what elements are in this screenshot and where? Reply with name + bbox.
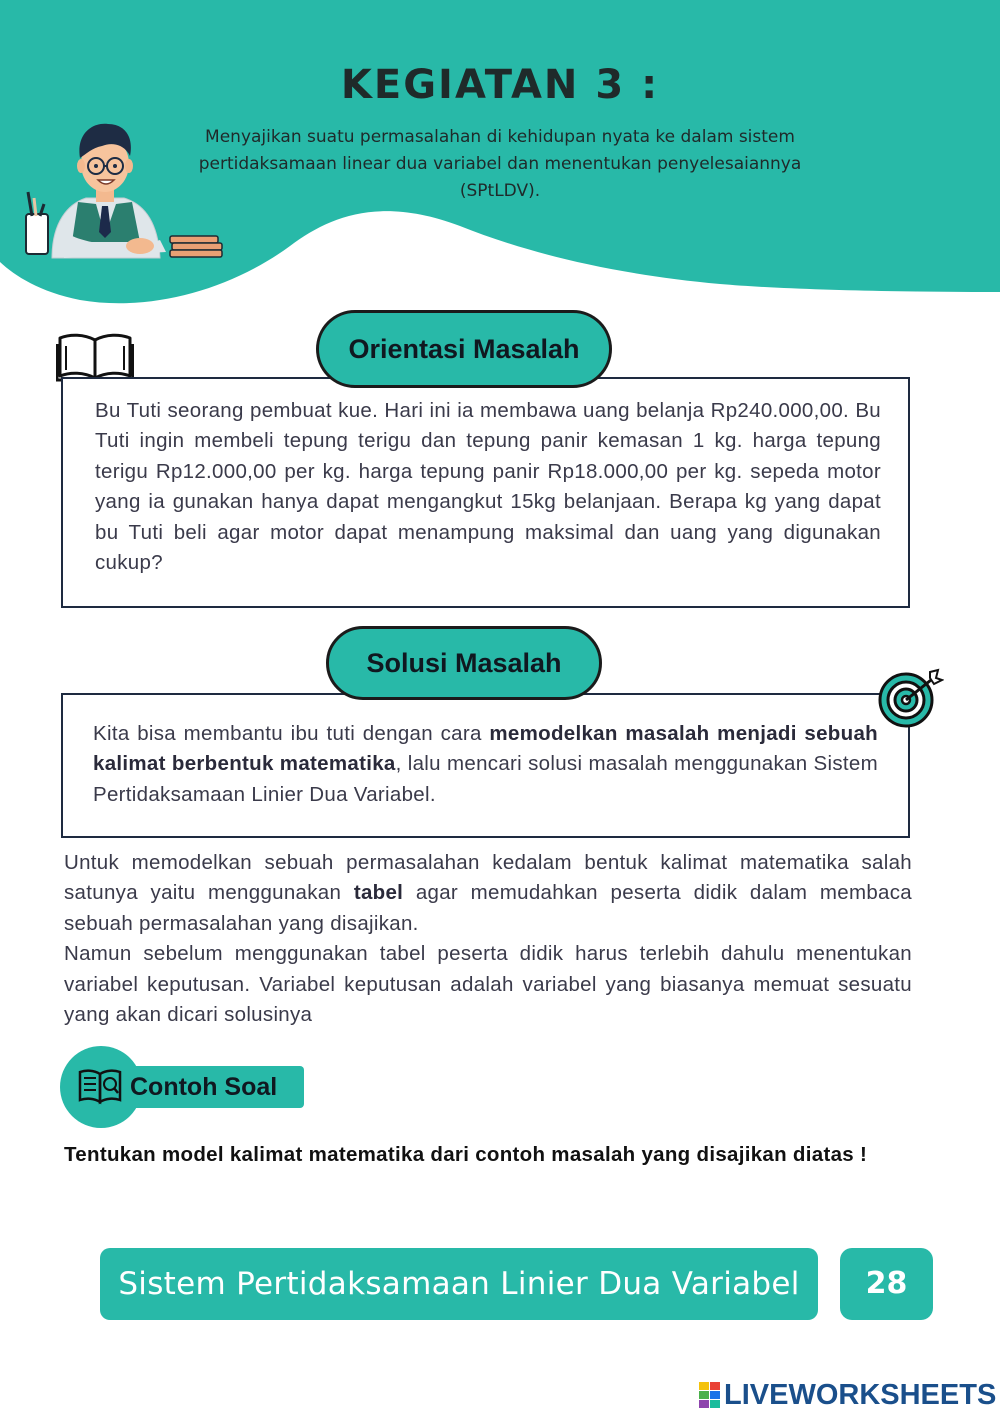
liveworksheets-emblem-icon: [698, 1380, 722, 1410]
orientasi-masalah-box: [61, 377, 910, 608]
paragraph-1-after: agar memudahkan peserta didik dalam membaca sebuah permasalahan yang disajikan.: [64, 881, 912, 935]
solusi-text-before: Kita bisa membantu ibu tuti dengan cara: [93, 722, 490, 745]
solusi-masalah-text: [93, 719, 878, 810]
reading-book-icon: [76, 1066, 124, 1106]
page-number: 28: [840, 1248, 933, 1320]
solusi-masalah-heading: Solusi Masalah: [326, 626, 602, 700]
page-title: KEGIATAN 3 :: [340, 62, 660, 108]
solusi-text-bold: memodelkan masalah menjadi sebuah kalimat berbentuk matematika: [93, 722, 878, 776]
explanation-paragraph-2: Namun sebelum menggunakan tabel peserta didik harus terlebih dahulu menentukan variabel keputusan. Variabel keputusan adalah variabel yang biasanya memuat sesuatu yang akan dicari solusinya: [64, 942, 912, 1027]
page-subtitle: Menyajikan suatu permasalahan di kehidupan nyata ke dalam sistem pertidaksamaan linear dua variabel dan menentukan penyelesaiannya (SPtLDV).: [198, 127, 802, 201]
orientasi-masalah-text: Bu Tuti seorang pembuat kue. Hari ini ia membawa uang belanja Rp240.000,00. Bu Tuti ingin membeli tepung terigu dan tepung panir kemasan 1 kg. harga tepung terigu Rp12.000,00 per kg. harga tepung panir Rp18.000,00 per kg. sepeda motor yang ia gunakan hanya dapat mengangkut 15kg belanjaan. Berapa kg yang dapat bu Tuti beli agar motor dapat menampung maksimal dan uang yang digunakan cukup?: [95, 399, 881, 575]
footer-topic-banner: Sistem Pertidaksamaan Linier Dua Variabel: [100, 1248, 818, 1320]
orientasi-masalah-heading: Orientasi Masalah: [316, 310, 612, 388]
target-icon: [876, 668, 944, 730]
liveworksheets-logo: [698, 1378, 996, 1412]
teacher-illustration: [20, 112, 230, 262]
contoh-soal-label: Contoh Soal: [130, 1073, 278, 1101]
paragraph-1-before: Untuk memodelkan sebuah permasalahan kedalam bentuk kalimat matematika salah satunya yaitu menggunakan: [64, 851, 912, 905]
explanation-paragraph-1: [64, 848, 912, 939]
paragraph-1-bold: tabel: [353, 881, 404, 905]
explanation-block: [64, 848, 912, 1030]
liveworksheets-watermark: LIVEWORKSHEETS: [724, 1378, 997, 1411]
open-book-icon: [56, 330, 134, 382]
solusi-text-after: , lalu mencari solusi masalah menggunakan Sistem Pertidaksamaan Linier Dua Variabel.: [93, 752, 878, 806]
contoh-soal-question: Tentukan model kalimat matematika dari contoh masalah yang disajikan diatas !: [64, 1143, 868, 1166]
solusi-masalah-box: [61, 693, 910, 838]
